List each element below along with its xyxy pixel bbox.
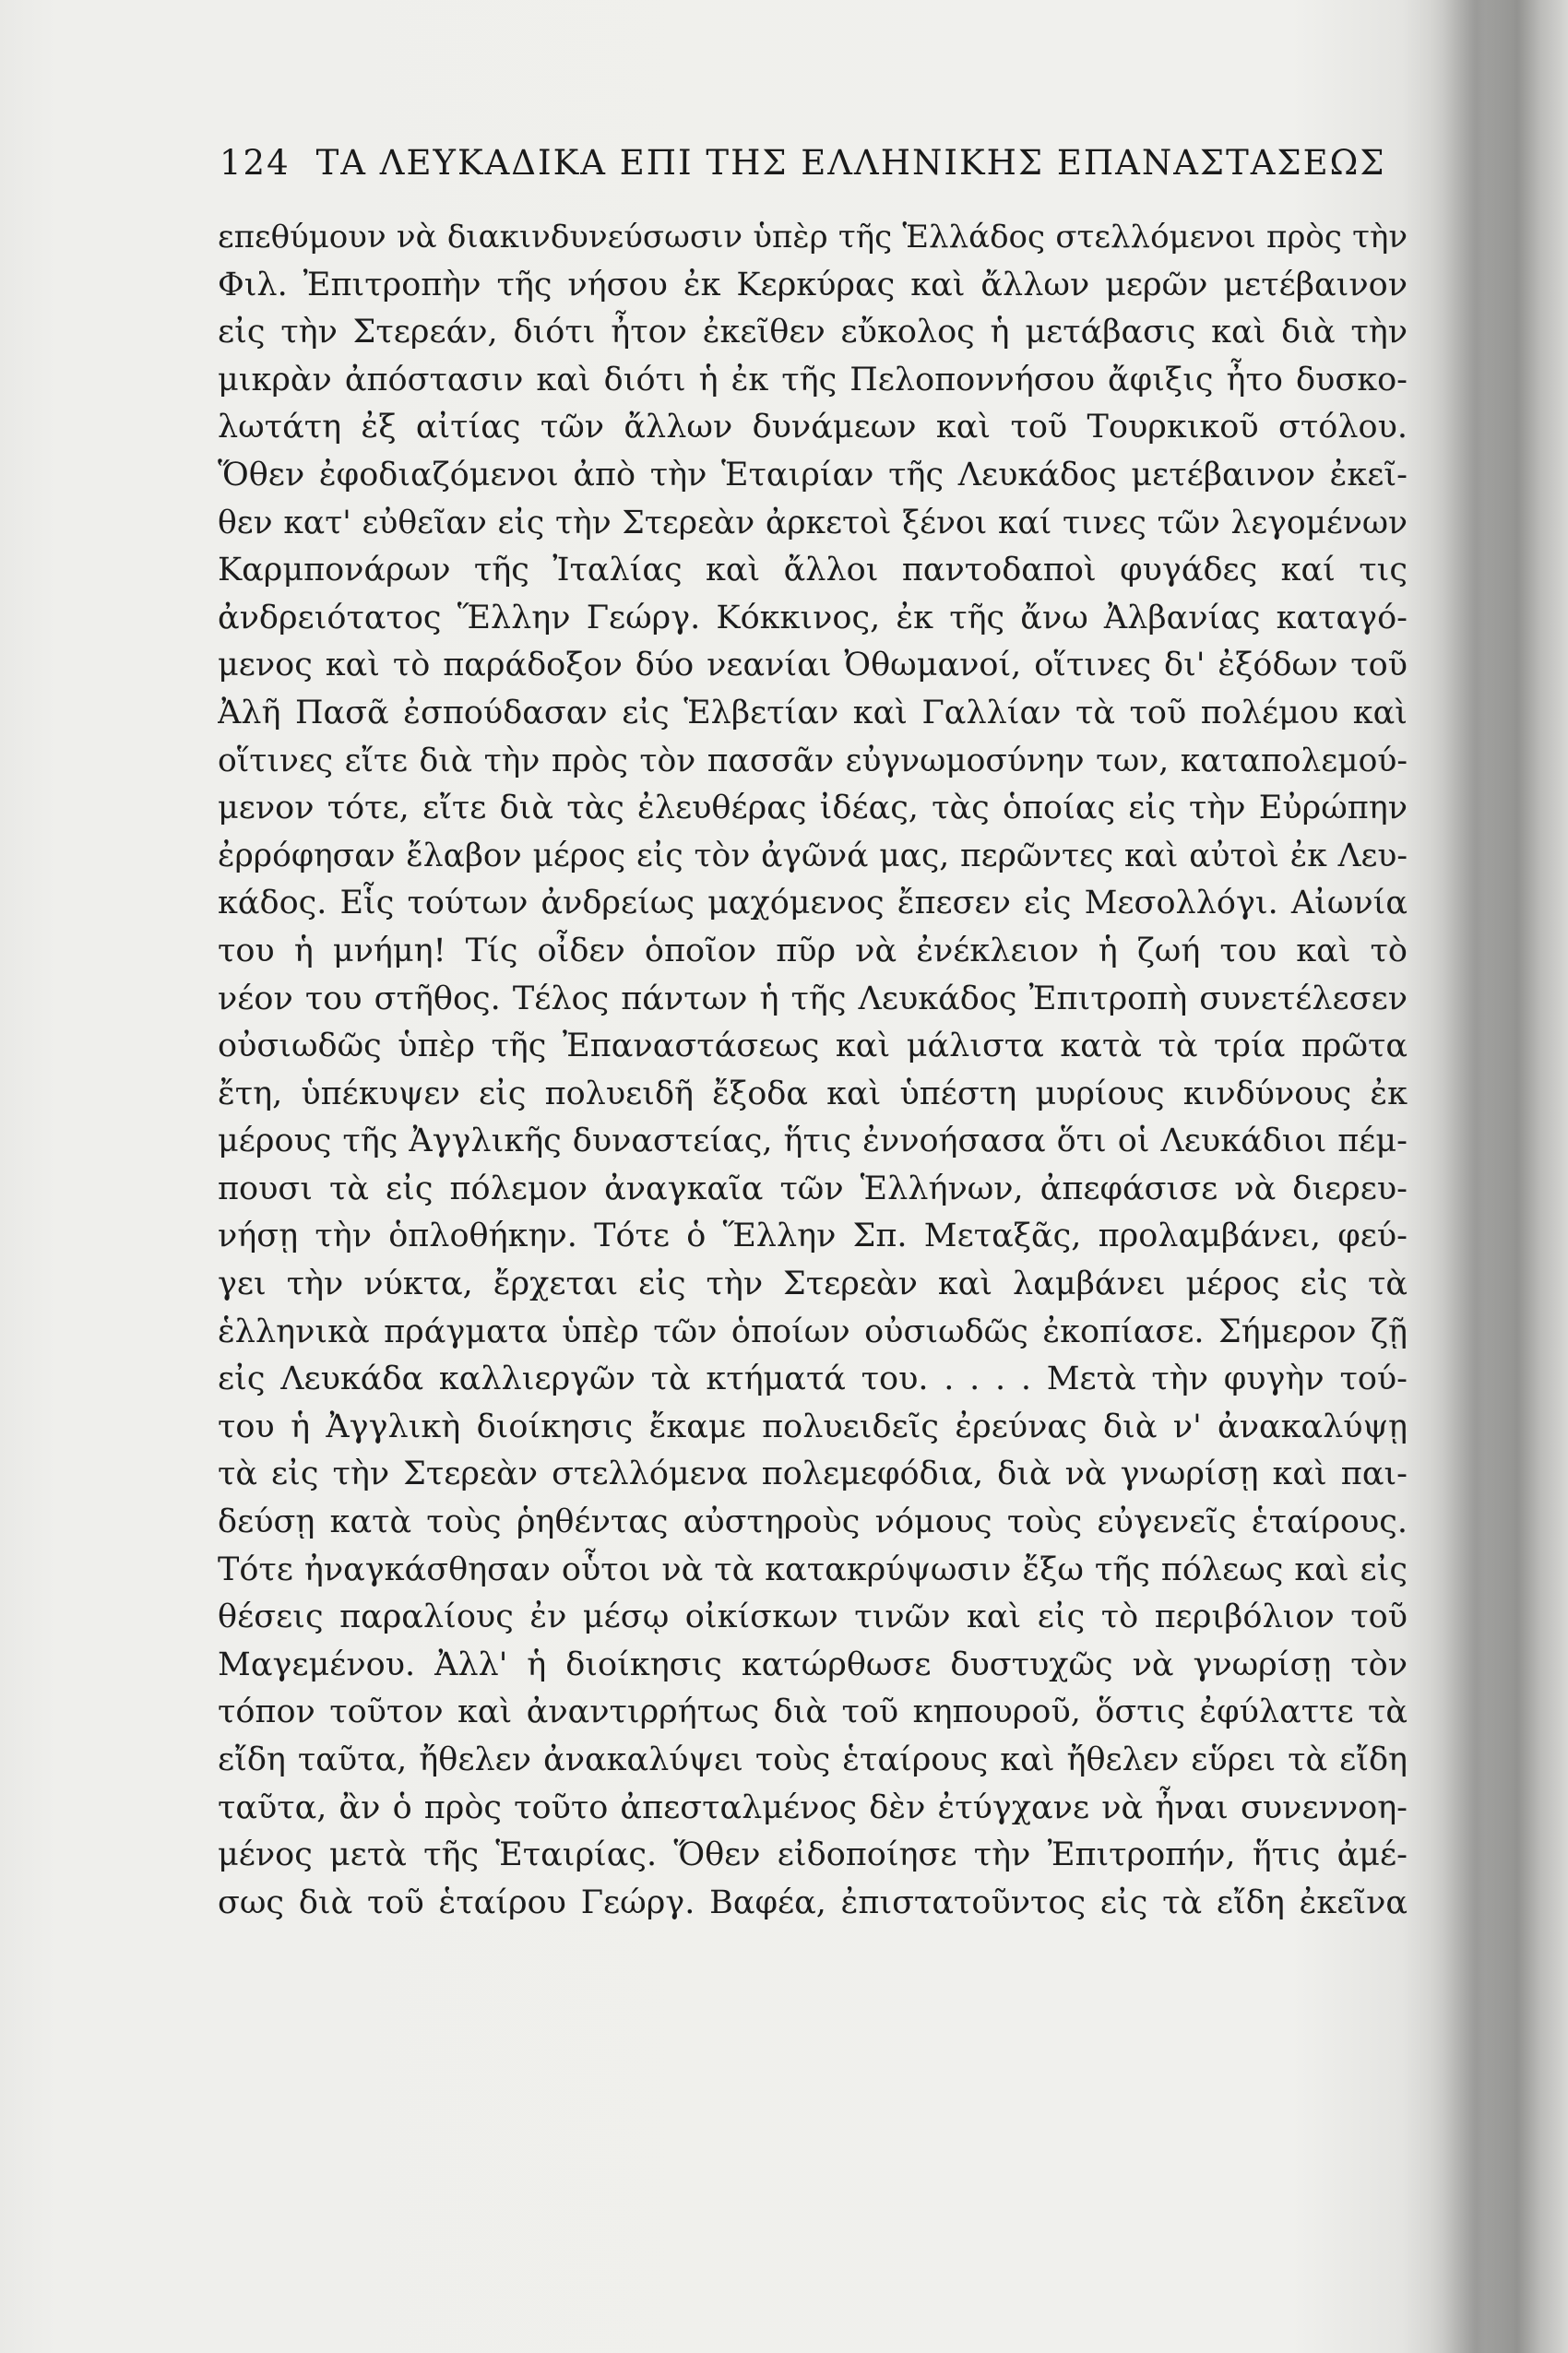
text-line: ἔτη, ὑπέκυψεν εἰς πολυειδῆ ἔξοδα καὶ ὑπέστη μυρίους κινδύνους ἐκ [218, 1075, 1408, 1112]
body-text [218, 214, 1408, 1927]
text-line: γει τὴν νύκτα, ἔρχεται εἰς τὴν Στερεὰν καὶ λαμβάνει μέρος εἰς τὰ [218, 1266, 1408, 1303]
text-line: εἰς τὴν Στερεάν, διότι ἦτον ἐκεῖθεν εὔκολος ἡ μετάβασις καὶ διὰ τὴν [218, 314, 1408, 351]
text-line: εἴδη ταῦτα, ἤθελεν ἀνακαλύψει τοὺς ἑταίρους καὶ ἤθελεν εὕρει τὰ εἴδη [218, 1741, 1408, 1778]
text-line: επεθύμουν νὰ διακινδυνεύσωσιν ὑπὲρ τῆς Ἑλλάδος στελλόμενοι πρὸς τὴν [218, 219, 1408, 256]
text-line: ταῦτα, ἂν ὁ πρὸς τοῦτο ἀπεσταλμένος δὲν ἐτύγχανε νὰ ἦναι συνεννοη- [218, 1789, 1408, 1826]
text-line: οἵτινες εἴτε διὰ τὴν πρὸς τὸν πασσᾶν εὐγνωμοσύνην των, καταπολεμού- [218, 742, 1408, 779]
binding-gutter-shadow [1430, 0, 1568, 2353]
running-title: ΤΑ ΛΕΥΚΑΔΙΚΑ ΕΠΙ ΤΗΣ ΕΛΛΗΝΙΚΗΣ ΕΠΑΝΑΣΤΑΣΕΩΣ [315, 143, 1386, 183]
text-line: ἀνδρειότατος Ἕλλην Γεώργ. Κόκκινος, ἐκ τῆς ἄνω Ἀλβανίας καταγό- [218, 599, 1408, 636]
text-line: μικρὰν ἀπόστασιν καὶ διότι ἡ ἐκ τῆς Πελοποννήσου ἄφιξις ἦτο δυσκο- [218, 361, 1408, 398]
text-line: πουσι τὰ εἰς πόλεμον ἀναγκαῖα τῶν Ἑλλήνων, ἀπεφάσισε νὰ διερευ- [218, 1170, 1408, 1207]
text-line: τόπον τοῦτον καὶ ἀναντιρρήτως διὰ τοῦ κηπουροῦ, ὅστις ἐφύλαττε τὰ [218, 1693, 1408, 1731]
text-line: σως διὰ τοῦ ἑταίρου Γεώργ. Βαφέα, ἐπιστατοῦντος εἰς τὰ εἴδη ἐκεῖνα [218, 1884, 1408, 1921]
text-line: κάδος. Εἷς τούτων ἀνδρείως μαχόμενος ἔπεσεν εἰς Μεσολλόγι. Αἰωνία [218, 885, 1408, 922]
text-line: του ἡ μνήμη! Τίς οἶδεν ὁποῖον πῦρ νὰ ἐνέκλειον ἡ ζωή του καὶ τὸ [218, 932, 1408, 969]
text-line: Μαγεμένου. Ἀλλ' ἡ διοίκησις κατώρθωσε δυστυχῶς νὰ γνωρίσῃ τὸν [218, 1646, 1408, 1683]
text-line: μέρους τῆς Ἀγγλικῆς δυναστείας, ἥτις ἐννοήσασα ὅτι οἱ Λευκάδιοι πέμ- [218, 1123, 1408, 1160]
text-line: του ἡ Ἀγγλικὴ διοίκησις ἔκαμε πολυειδεῖς ἐρεύνας διὰ ν' ἀνακαλύψῃ [218, 1408, 1408, 1445]
text-line: εἰς Λευκάδα καλλιεργῶν τὰ κτήματά του. . . . . Μετὰ τὴν φυγὴν τού- [218, 1361, 1408, 1398]
text-line: λωτάτη ἐξ αἰτίας τῶν ἄλλων δυνάμεων καὶ τοῦ Τουρκικοῦ στόλου. [218, 409, 1408, 446]
text-line: μενος καὶ τὸ παράδοξον δύο νεανίαι Ὀθωμανοί, οἵτινες δι' ἐξόδων τοῦ [218, 647, 1408, 684]
text-line: μένος μετὰ τῆς Ἑταιρίας. Ὅθεν εἰδοποίησε τὴν Ἐπιτροπήν, ἥτις ἀμέ- [218, 1836, 1408, 1874]
text-line: Ὅθεν ἐφοδιαζόμενοι ἀπὸ τὴν Ἑταιρίαν τῆς Λευκάδος μετέβαινον ἐκεῖ- [218, 456, 1408, 493]
text-line: Ἀλῆ Πασᾶ ἐσπούδασαν εἰς Ἑλβετίαν καὶ Γαλλίαν τὰ τοῦ πολέμου καὶ [218, 694, 1408, 731]
text-line: μενον τότε, εἴτε διὰ τὰς ἐλευθέρας ἰδέας, τὰς ὁποίας εἰς τὴν Εὐρώπην [218, 790, 1408, 827]
text-line: τὰ εἰς τὴν Στερεὰν στελλόμενα πολεμεφόδια, διὰ νὰ γνωρίσῃ καὶ παι- [218, 1456, 1408, 1493]
text-line: θεν κατ' εὐθεῖαν εἰς τὴν Στερεὰν ἀρκετοὶ ξένοι καί τινες τῶν λεγομένων [218, 504, 1408, 541]
running-header [220, 143, 1386, 183]
text-line: νέον του στῆθος. Τέλος πάντων ἡ τῆς Λευκάδος Ἐπιτροπὴ συνετέλεσεν [218, 980, 1408, 1017]
text-line: οὐσιωδῶς ὑπὲρ τῆς Ἐπαναστάσεως καὶ μάλιστα κατὰ τὰ τρία πρῶτα [218, 1028, 1408, 1065]
page-number: 124 [220, 143, 291, 183]
text-line: Φιλ. Ἐπιτροπὴν τῆς νήσου ἐκ Κερκύρας καὶ ἄλλων μερῶν μετέβαινον [218, 266, 1408, 303]
text-line: Καρμπονάρων τῆς Ἰταλίας καὶ ἄλλοι παντοδαποὶ φυγάδες καί τις [218, 552, 1408, 589]
text-line: δεύσῃ κατὰ τοὺς ῥηθέντας αὐστηροὺς νόμους τοὺς εὐγενεῖς ἑταίρους. [218, 1503, 1408, 1541]
text-line: νήσῃ τὴν ὁπλοθήκην. Τότε ὁ Ἕλλην Σπ. Μεταξᾶς, προλαμβάνει, φεύ- [218, 1218, 1408, 1255]
text-line: θέσεις παραλίους ἐν μέσῳ οἰκίσκων τινῶν καὶ εἰς τὸ περιβόλιον τοῦ [218, 1598, 1408, 1636]
text-line: ἑλληνικὰ πράγματα ὑπὲρ τῶν ὁποίων οὐσιωδῶς ἐκοπίασε. Σήμερον ζῇ [218, 1313, 1408, 1350]
text-line: Τότε ἠναγκάσθησαν οὗτοι νὰ τὰ κατακρύψωσιν ἔξω τῆς πόλεως καὶ εἰς [218, 1551, 1408, 1588]
text-line: ἐρρόφησαν ἔλαβον μέρος εἰς τὸν ἀγῶνά μας, περῶντες καὶ αὐτοὶ ἐκ Λευ- [218, 837, 1408, 874]
